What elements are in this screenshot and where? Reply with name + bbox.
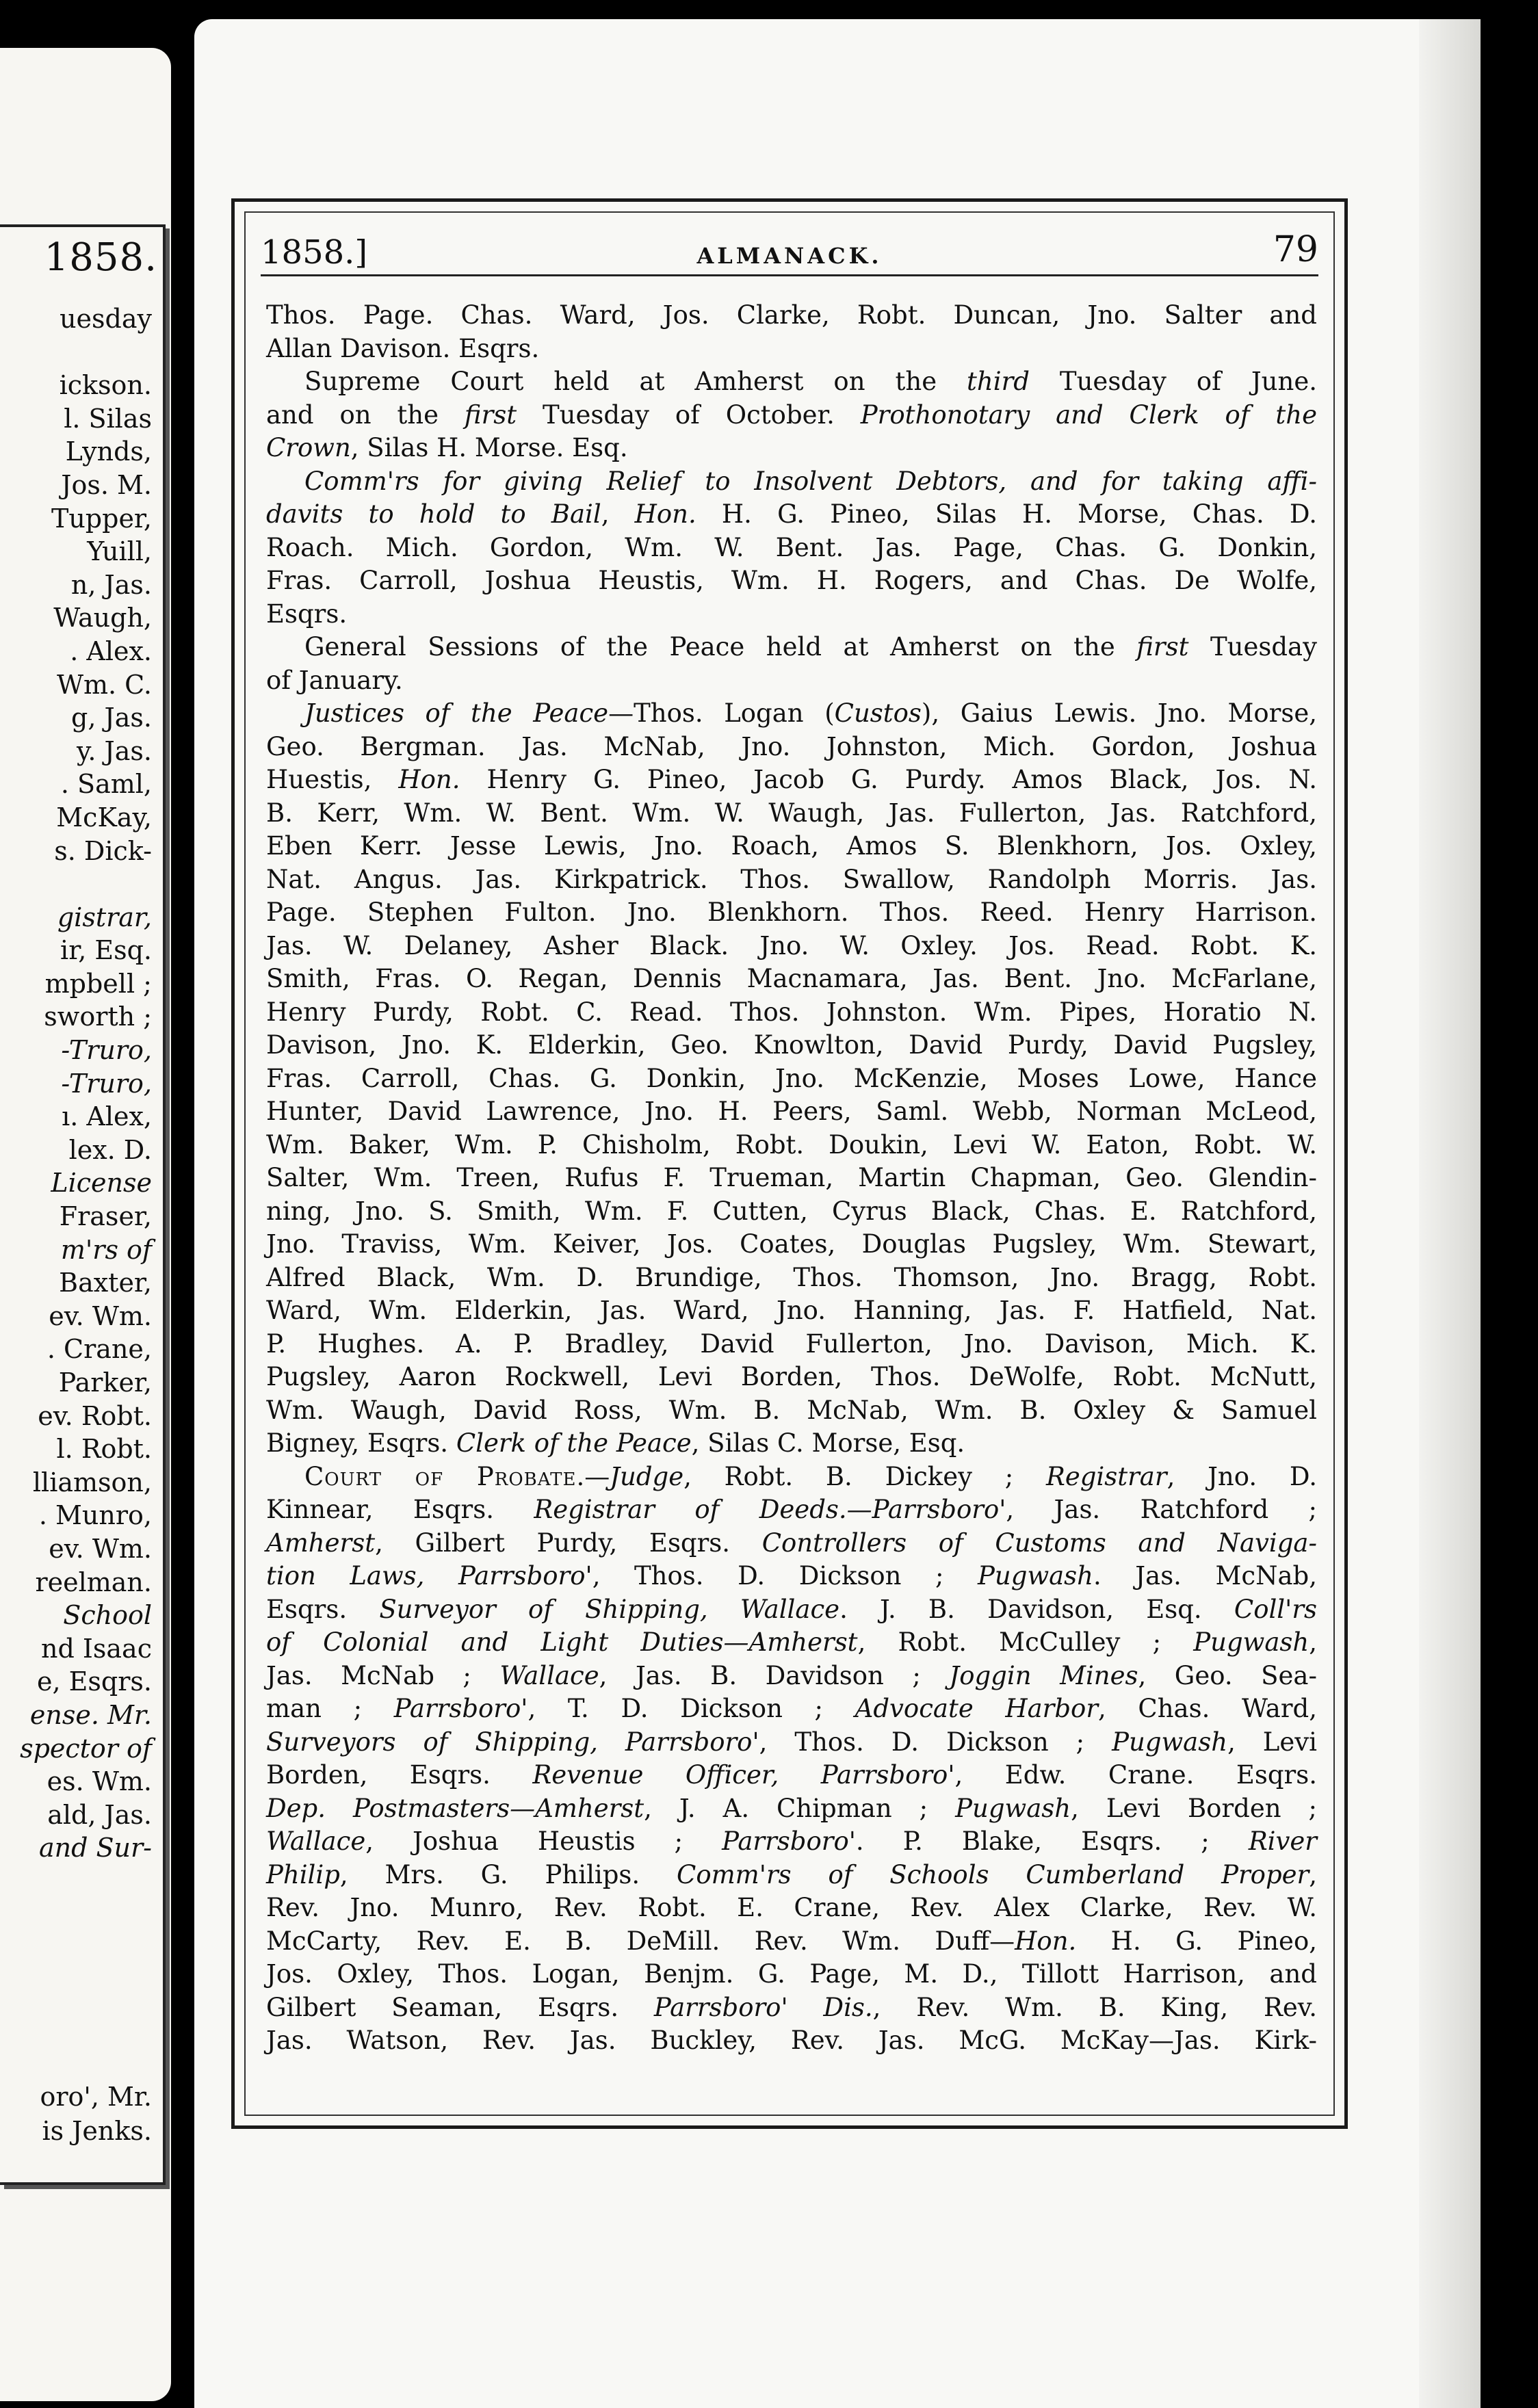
text-line: Philip, Mrs. G. Philips. Comm'rs of Schools Cumberland Proper, <box>266 1859 1317 1889</box>
previous-page-line: ev. Wm. <box>49 1300 152 1331</box>
previous-page-text <box>0 302 152 1865</box>
text-line: Borden, Esqrs. Revenue Officer, Parrsboro', Edw. Crane. Esqrs. <box>266 1760 1317 1790</box>
text-line: Roach. Mich. Gordon, Wm. W. Bent. Jas. Page, Chas. G. Donkin, <box>266 532 1317 562</box>
previous-page-line: Lynds, <box>65 436 152 467</box>
previous-page-line: oro', Mr. <box>40 2082 152 2112</box>
text-line: tion Laws, Parrsboro', Thos. D. Dickson ; Pugwash. Jas. McNab, <box>266 1561 1317 1591</box>
previous-page-line: lliamson, <box>32 1467 152 1497</box>
previous-page-line: l. Silas <box>64 403 152 434</box>
text-line: Geo. Bergman. Jas. McNab, Jno. Johnston, Mich. Gordon, Joshua <box>266 731 1317 761</box>
previous-page-line: License <box>51 1168 152 1199</box>
text-line: Wm. Waugh, David Ross, Wm. B. McNab, Wm. B. Oxley & Samuel <box>266 1395 1317 1425</box>
text-line: McCarty, Rev. E. B. DeMill. Rev. Wm. Duff—Hon. H. G. Pineo, <box>266 1926 1317 1956</box>
page-body-text <box>266 299 1317 2058</box>
page-edge-shadow <box>1419 19 1481 2408</box>
running-header-year: 1858.] <box>261 233 368 272</box>
previous-page-bottom-text <box>0 2080 152 2148</box>
previous-page-line: -Truro, <box>61 1068 152 1099</box>
text-line: Crown, Silas H. Morse. Esq. <box>266 433 628 462</box>
previous-page-line: . Alex. <box>70 636 152 666</box>
text-line: ning, Jno. S. Smith, Wm. F. Cutten, Cyrus Black, Chas. E. Ratchford, <box>266 1196 1317 1226</box>
previous-page-line: s. Dick- <box>54 835 152 866</box>
page-border-inner <box>244 211 1335 2116</box>
previous-page-line: . Saml, <box>60 769 152 800</box>
previous-page-line: m'rs of <box>60 1234 152 1265</box>
previous-page-line: Jos. M. <box>61 469 152 500</box>
previous-page-line: l. Robt. <box>56 1434 152 1465</box>
page-number: 79 <box>1273 229 1318 270</box>
previous-page-line: ald, Jas. <box>47 1799 152 1830</box>
previous-page-line: ense. Mr. <box>29 1699 152 1730</box>
previous-page-frame <box>0 224 166 2185</box>
text-line: davits to hold to Bail, Hon. H. G. Pineo, Silas H. Morse, Chas. D. <box>266 499 1318 529</box>
previous-page-line: y. Jas. <box>76 735 152 766</box>
text-line: Jas. W. Delaney, Asher Black. Jno. W. Oxley. Jos. Read. Robt. K. <box>266 930 1317 960</box>
text-line: Hunter, David Lawrence, Jno. H. Peers, Saml. Webb, Norman McLeod, <box>266 1097 1317 1126</box>
text-line: of January. <box>266 665 403 695</box>
text-line: Fras. Carroll, Joshua Heustis, Wm. H. Rogers, and Chas. De Wolfe, <box>266 566 1317 595</box>
previous-page-line: uesday <box>60 304 152 334</box>
previous-page-line <box>0 867 152 901</box>
previous-page-line: ickson. <box>59 370 152 401</box>
previous-page-line: reelman. <box>35 1567 152 1597</box>
text-line: Eben Kerr. Jesse Lewis, Jno. Roach, Amos S. Blenkhorn, Jos. Oxley, <box>266 831 1317 861</box>
text-line: Justices of the Peace—Thos. Logan (Custos), Gaius Lewis. Jno. Morse, <box>304 698 1317 728</box>
previous-page-line: McKay, <box>56 802 152 833</box>
previous-page-line: ev. Robt. <box>38 1400 152 1431</box>
previous-page-line: nd Isaac <box>41 1633 152 1664</box>
previous-page-line: is Jenks. <box>42 2116 152 2146</box>
text-line: Kinnear, Esqrs. Registrar of Deeds.—Parrsboro', Jas. Ratchford ; <box>266 1495 1317 1524</box>
text-line: Esqrs. Surveyor of Shipping, Wallace. J. B. Davidson, Esq. Coll'rs <box>266 1594 1317 1624</box>
text-line: Court of Probate.—Judge, Robt. B. Dickey ; Registrar, Jno. D. <box>304 1461 1317 1491</box>
previous-page-line: spector of <box>20 1733 152 1764</box>
text-line: of Colonial and Light Duties—Amherst, Robt. McCulley ; Pugwash, <box>266 1627 1317 1657</box>
previous-page-line: -Truro, <box>61 1035 152 1066</box>
previous-page-line: . Munro, <box>38 1500 152 1531</box>
text-line: Huestis, Hon. Henry G. Pineo, Jacob G. Purdy. Amos Black, Jos. N. <box>266 765 1317 794</box>
text-line: Thos. Page. Chas. Ward, Jos. Clarke, Robt. Duncan, Jno. Salter and <box>266 300 1317 330</box>
text-line: Davison, Jno. K. Elderkin, Geo. Knowlton, David Purdy, David Pugsley, <box>266 1030 1317 1060</box>
previous-page-line: Wm. C. <box>56 669 152 700</box>
previous-page-line: es. Wm. <box>47 1766 152 1797</box>
text-line: Amherst, Gilbert Purdy, Esqrs. Controllers of Customs and Naviga- <box>266 1528 1317 1558</box>
previous-page-line: Fraser, <box>59 1201 152 1232</box>
previous-page-line: sworth ; <box>44 1002 152 1032</box>
previous-page-header: 1858. <box>44 235 157 280</box>
text-line: Comm'rs for giving Relief to Insolvent Debtors, and for taking affi- <box>304 466 1317 496</box>
previous-page-line: . Crane, <box>47 1334 152 1365</box>
text-line: Jas. McNab ; Wallace, Jas. B. Davidson ; Joggin Mines, Geo. Sea- <box>266 1660 1317 1690</box>
previous-page-line: ir, Esq. <box>60 935 152 966</box>
text-line: Surveyors of Shipping, Parrsboro', Thos. D. Dickson ; Pugwash, Levi <box>266 1727 1317 1757</box>
previous-page-line: e, Esqrs. <box>37 1666 152 1697</box>
page-border-outer <box>231 198 1348 2129</box>
previous-page-line: ev. Wm. <box>49 1533 152 1564</box>
previous-page-line: n, Jas. <box>70 569 152 600</box>
text-line: and on the first Tuesday of October. Prothonotary and Clerk of the <box>266 400 1317 430</box>
text-line: Nat. Angus. Jas. Kirkpatrick. Thos. Swallow, Randolph Morris. Jas. <box>266 864 1317 894</box>
text-line: Smith, Fras. O. Regan, Dennis Macnamara, Jas. Bent. Jno. McFarlane, <box>266 964 1317 993</box>
text-line: Bigney, Esqrs. Clerk of the Peace, Silas C. Morse, Esq. <box>266 1428 965 1458</box>
previous-page-line: Tupper, <box>51 503 152 534</box>
text-line: man ; Parrsboro', T. D. Dickson ; Advocate Harbor, Chas. Ward, <box>266 1694 1317 1723</box>
previous-page-line: Baxter, <box>59 1268 152 1298</box>
previous-page-line: Yuill, <box>87 536 152 567</box>
text-line: Henry Purdy, Robt. C. Read. Thos. Johnston. Wm. Pipes, Horatio N. <box>266 997 1317 1027</box>
text-line: Ward, Wm. Elderkin, Jas. Ward, Jno. Hanning, Jas. F. Hatfield, Nat. <box>266 1296 1317 1325</box>
previous-page-line: ı. Alex, <box>62 1101 152 1132</box>
text-line: P. Hughes. A. P. Bradley, David Fullerton, Jno. Davison, Mich. K. <box>266 1329 1317 1359</box>
text-line: Esqrs. <box>266 599 348 629</box>
previous-page-line: lex. D. <box>68 1134 152 1165</box>
text-line: Wallace, Joshua Heustis ; Parrsboro'. P. Blake, Esqrs. ; River <box>266 1827 1317 1856</box>
text-line: Jos. Oxley, Thos. Logan, Benjm. G. Page, M. D., Tillott Harrison, and <box>266 1959 1317 1989</box>
previous-page-line: and Sur- <box>38 1833 152 1863</box>
previous-page-line: School <box>63 1600 152 1631</box>
text-line: B. Kerr, Wm. W. Bent. Wm. W. Waugh, Jas. Fullerton, Jas. Ratchford, <box>266 798 1317 828</box>
text-line: Alfred Black, Wm. D. Brundige, Thos. Thomson, Jno. Bragg, Robt. <box>266 1262 1317 1292</box>
text-line: Salter, Wm. Treen, Rufus F. Trueman, Martin Chapman, Geo. Glendin- <box>266 1163 1317 1192</box>
previous-page-line: g, Jas. <box>71 703 152 733</box>
text-line: Pugsley, Aaron Rockwell, Levi Borden, Thos. DeWolfe, Robt. McNutt, <box>266 1362 1317 1391</box>
text-line: Jno. Traviss, Wm. Keiver, Jos. Coates, Douglas Pugsley, Wm. Stewart, <box>266 1229 1317 1259</box>
text-line: Dep. Postmasters—Amherst, J. A. Chipman ; Pugwash, Levi Borden ; <box>266 1793 1317 1823</box>
previous-page-line: mpbell ; <box>44 968 152 999</box>
running-header-title: ALMANACK. <box>696 243 883 269</box>
text-line: Supreme Court held at Amherst on the third Tuesday of June. <box>304 367 1317 396</box>
text-line: Jas. Watson, Rev. Jas. Buckley, Rev. Jas. McG. McKay—Jas. Kirk- <box>266 2026 1317 2055</box>
previous-page-line: gistrar, <box>57 902 152 932</box>
previous-page-line <box>0 336 152 369</box>
previous-page-line: Waugh, <box>53 603 152 633</box>
text-line: General Sessions of the Peace held at Amherst on the first Tuesday <box>304 632 1317 662</box>
text-line: Wm. Baker, Wm. P. Chisholm, Robt. Doukin, Levi W. Eaton, Robt. W. <box>266 1129 1317 1160</box>
text-line: Page. Stephen Fulton. Jno. Blenkhorn. Thos. Reed. Henry Harrison. <box>266 898 1317 927</box>
text-line: Allan Davison. Esqrs. <box>266 333 540 363</box>
text-line: Rev. Jno. Munro, Rev. Robt. E. Crane, Rev. Alex Clarke, Rev. W. <box>266 1893 1317 1922</box>
running-header <box>261 229 1318 276</box>
text-line: Fras. Carroll, Chas. G. Donkin, Jno. McKenzie, Moses Lowe, Hance <box>266 1063 1317 1093</box>
previous-page-fragment <box>0 48 171 2401</box>
previous-page-line: Parker, <box>58 1367 152 1398</box>
text-line: Gilbert Seaman, Esqrs. Parrsboro' Dis., Rev. Wm. B. King, Rev. <box>266 1992 1317 2022</box>
